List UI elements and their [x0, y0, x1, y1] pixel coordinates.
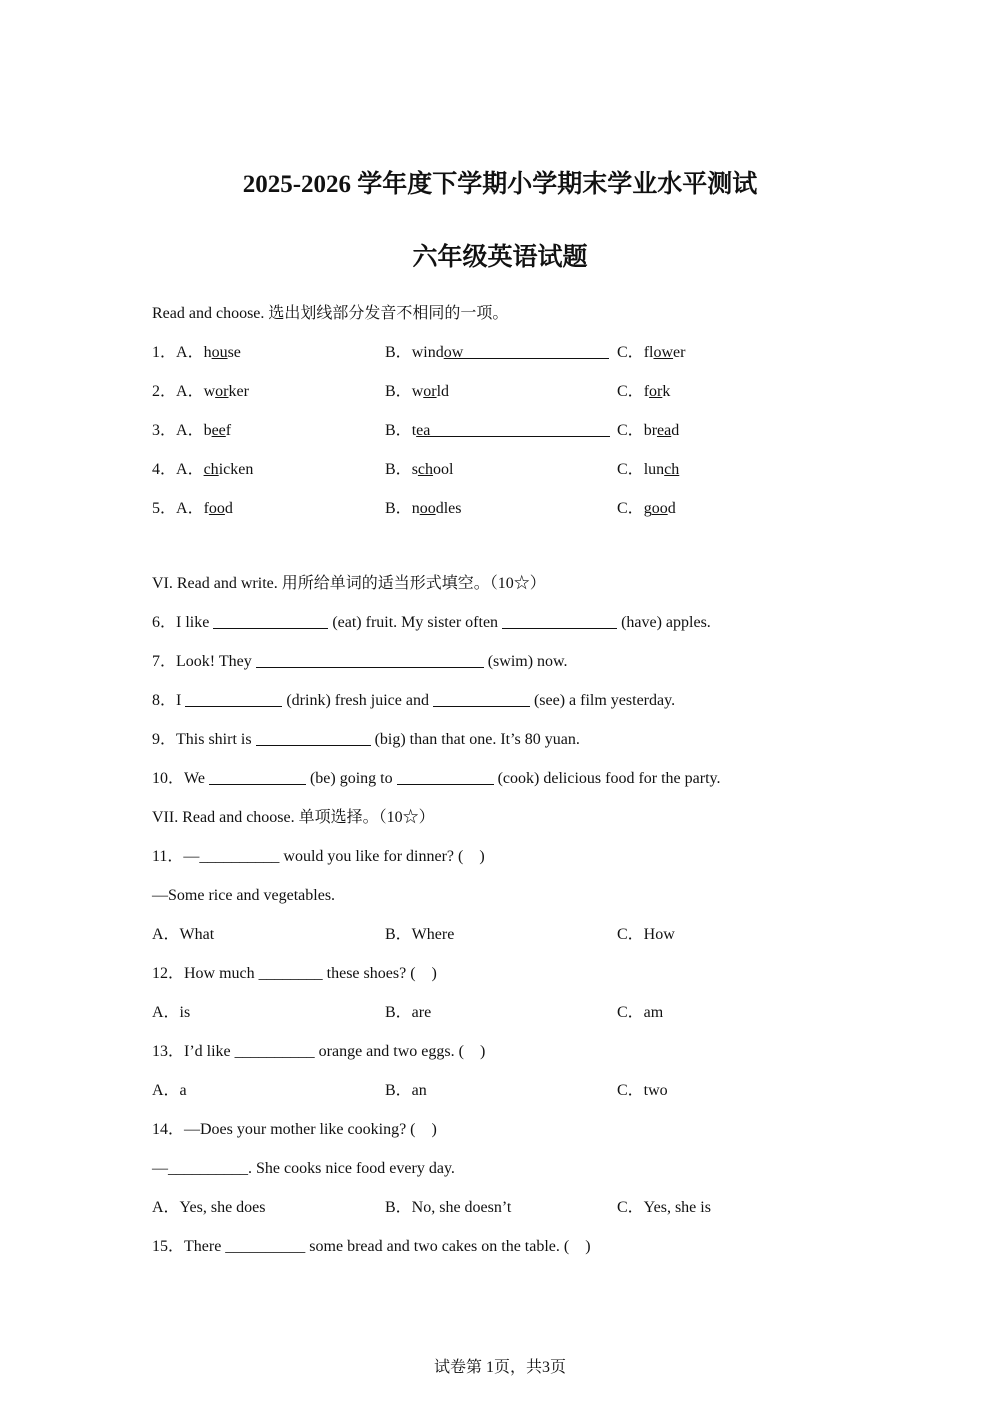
question-12-options [152, 1001, 852, 1025]
option-c: C．fork [617, 383, 671, 400]
option-a[interactable]: A．What [152, 926, 215, 943]
option-a: 3．A．beef [152, 422, 232, 439]
option-b: B．world [385, 383, 450, 400]
option-c[interactable]: C．am [617, 1004, 664, 1021]
option-a[interactable]: A．is [152, 1004, 191, 1021]
option-b: B．school [385, 461, 454, 478]
question-4 [152, 458, 852, 482]
option-a: 2．A．worker [152, 383, 249, 400]
option-a: 1．A．house [152, 344, 241, 361]
option-b[interactable]: B．an [385, 1082, 427, 1099]
question-14-options [152, 1196, 852, 1220]
question-7: 7．Look! They (swim) now. [152, 653, 568, 670]
option-a: 5．A．food [152, 500, 233, 517]
answer-blank[interactable] [397, 768, 494, 785]
question-11-options [152, 923, 852, 947]
question-6: 6．I like (eat) fruit. My sister often (have) apples. [152, 614, 711, 631]
option-c: C．bread [617, 422, 680, 439]
answer-blank[interactable] [256, 729, 371, 746]
question-2 [152, 380, 852, 404]
option-b: B．tea [385, 419, 610, 443]
question-15-stem: 15．There __________ some bread and two cakes on the table. ( ) [152, 1238, 591, 1255]
question-13-stem: 13．I’d like __________ orange and two eggs. ( ) [152, 1043, 486, 1060]
section-heading-phonics: Read and choose. 选出划线部分发音不相同的一项。 [152, 305, 509, 322]
option-b: B．window [385, 341, 609, 365]
option-c[interactable]: C．Yes, she is [617, 1199, 711, 1216]
question-11-stem: 11．—__________ would you like for dinner? ( ) [152, 848, 485, 865]
option-a[interactable]: A．Yes, she does [152, 1199, 266, 1216]
exam-title: 2025-2026 学年度下学期小学期末学业水平测试 [242, 171, 758, 198]
exam-subtitle: 六年级英语试题 [412, 244, 588, 271]
option-b[interactable]: B．No, she doesn’t [385, 1199, 512, 1216]
answer-blank[interactable] [256, 651, 484, 668]
question-14-reply: —__________. She cooks nice food every day. [152, 1160, 455, 1177]
answer-blank[interactable] [433, 690, 530, 707]
question-11-reply: —Some rice and vegetables. [152, 887, 336, 904]
option-c[interactable]: C．How [617, 926, 675, 943]
question-5 [152, 497, 852, 521]
option-b: B．noodles [385, 500, 462, 517]
question-13-options [152, 1079, 852, 1103]
question-12-stem: 12．How much ________ these shoes? ( ) [152, 965, 437, 982]
page-footer: 试卷第 1页，共3页 [433, 1359, 566, 1376]
option-c: C．good [617, 500, 676, 517]
option-a: 4．A．chicken [152, 461, 254, 478]
question-3 [152, 419, 852, 443]
option-c: C．flower [617, 344, 686, 361]
question-10: 10．We (be) going to (cook) delicious food for the party. [152, 770, 721, 787]
question-9: 9．This shirt is (big) than that one. It’s 80 yuan. [152, 731, 580, 748]
section-heading-vii: VII. Read and choose. 单项选择。（10☆） [152, 809, 435, 826]
option-c: C．lunch [617, 461, 680, 478]
answer-blank[interactable] [209, 768, 306, 785]
question-14-stem: 14．—Does your mother like cooking? ( ) [152, 1121, 437, 1138]
answer-blank[interactable] [502, 612, 617, 629]
question-1 [152, 341, 852, 365]
question-8: 8．I (drink) fresh juice and (see) a film yesterday. [152, 692, 676, 709]
option-b[interactable]: B．Where [385, 926, 455, 943]
answer-blank[interactable] [185, 690, 282, 707]
option-a[interactable]: A．a [152, 1082, 187, 1099]
answer-blank[interactable] [213, 612, 328, 629]
option-c[interactable]: C．two [617, 1082, 668, 1099]
section-heading-vi: VI. Read and write. 用所给单词的适当形式填空。（10☆） [152, 575, 546, 592]
option-b[interactable]: B．are [385, 1004, 432, 1021]
